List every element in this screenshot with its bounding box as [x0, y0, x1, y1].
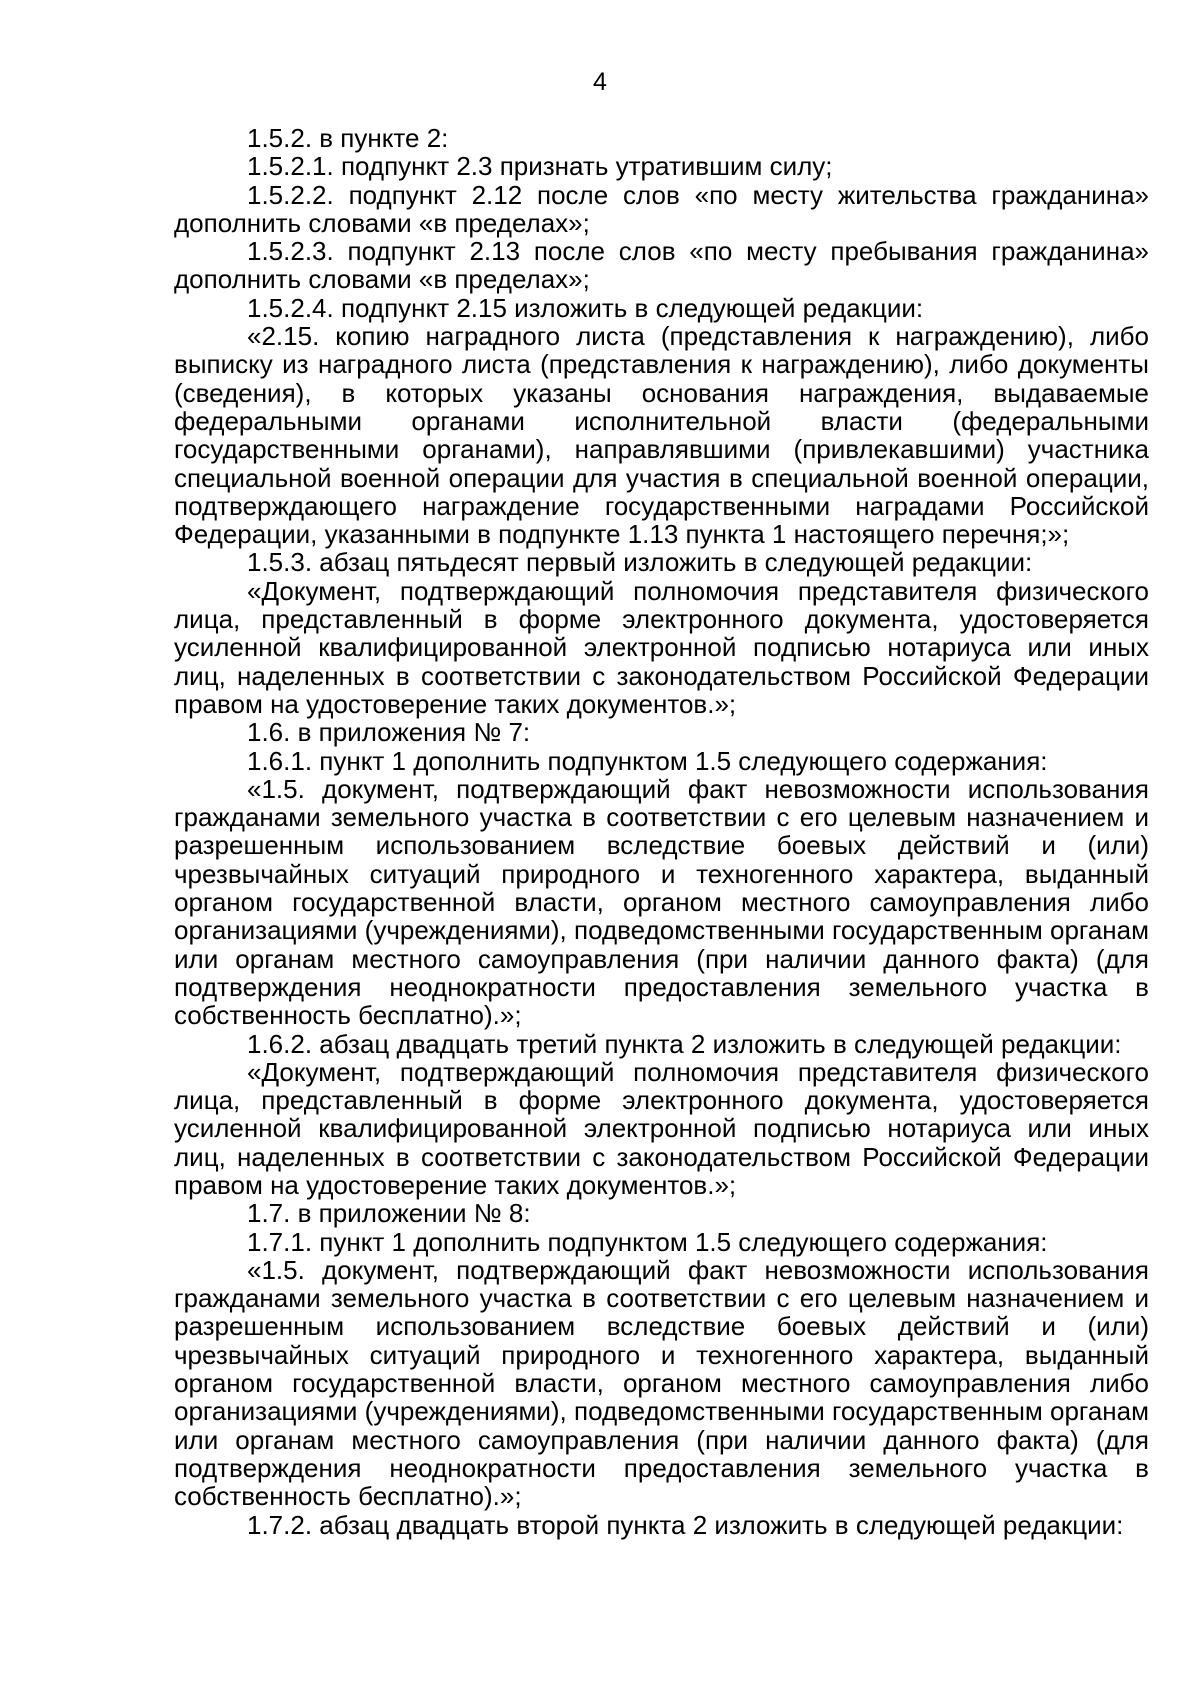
- paragraph-1-6-2: 1.6.2. абзац двадцать третий пункта 2 изложить в следующей редакции:: [247, 1028, 1122, 1059]
- page-number: 4: [593, 68, 607, 96]
- document-body: [174, 124, 1149, 1539]
- paragraph-1-5-2: 1.5.2. в пункте 2:: [247, 123, 449, 153]
- paragraph-quote-representative-1: «Документ, подтверждающий полномочия представителя физического лица, представленный в форме электронного документа, удостоверяется усиленной квалифицированной электронной подписью нотариуса или иных лиц, наделенных в соответствии с законодательством Российской Федерации правом на удостоверение таких документов.»;: [174, 575, 1149, 719]
- paragraph-1-6-1: 1.6.1. пункт 1 дополнить подпунктом 1.5 следующего содержания:: [247, 745, 1048, 776]
- paragraph-quote-1-5-a: «1.5. документ, подтверждающий факт невозможности использования гражданами земельного участка в соответствии с его целевым назначением и разрешенным использованием вследствие боевых действий и (или) чрезвычайных ситуаций природного и техногенного характера, выданный органом государственной власти, органом местного самоуправления либо организациями (учреждениями), подведомственными государственным органам или органам местного самоуправления (при наличии данного факта) (для подтверждения неоднократности предоставления земельного участка в собственность бесплатно).»;: [174, 773, 1149, 1031]
- paragraph-1-7: 1.7. в приложении № 8:: [247, 1198, 531, 1229]
- paragraph-quote-representative-2: «Документ, подтверждающий полномочия представителя физического лица, представленный в форме электронного документа, удостоверяется усиленной квалифицированной электронной подписью нотариуса или иных лиц, наделенных в соответствии с законодательством Российской Федерации правом на удостоверение таких документов.»;: [174, 1056, 1149, 1200]
- paragraph-1-5-2-2: 1.5.2.2. подпункт 2.12 после слов «по месту жительства гражданина» дополнить словами «в пределах»;: [174, 179, 1149, 238]
- paragraph-1-6: 1.6. в приложения № 7:: [247, 717, 531, 748]
- paragraph-quote-1-5-b: «1.5. документ, подтверждающий факт невозможности использования гражданами земельного участка в соответствии с его целевым назначением и разрешенным использованием вследствие боевых действий и (или) чрезвычайных ситуаций природного и техногенного характера, выданный органом государственной власти, органом местного самоуправления либо организациями (учреждениями), подведомственными государственным органам или органам местного самоуправления (при наличии данного факта) (для подтверждения неоднократности предоставления земельного участка в собственность бесплатно).»;: [174, 1254, 1149, 1512]
- paragraph-1-5-2-4: 1.5.2.4. подпункт 2.15 изложить в следующей редакции:: [247, 292, 924, 323]
- paragraph-1-7-1: 1.7.1. пункт 1 дополнить подпунктом 1.5 следующего содержания:: [247, 1226, 1048, 1257]
- paragraph-1-7-2: 1.7.2. абзац двадцать второй пункта 2 изложить в следующей редакции:: [247, 1509, 1124, 1540]
- paragraph-1-5-3: 1.5.3. абзац пятьдесят первый изложить в следующей редакции:: [247, 547, 1033, 578]
- paragraph-1-5-2-1: 1.5.2.1. подпункт 2.3 признать утратившим силу;: [247, 151, 833, 182]
- paragraph-quote-2-15: «2.15. копию наградного листа (представления к награждению), либо выписку из наградного листа (представления к награждению), либо документы (сведения), в которых указаны основания награждения, выдаваемые федеральными органами исполнительной власти (федеральными государственными органами), направлявшими (привлекавшими) участника специальной военной операции для участия в специальной военной операции, подтверждающего награждение государственными наградами Российской Федерации, указанными в подпункте 1.13 пункта 1 настоящего перечня;»;: [174, 321, 1149, 550]
- paragraph-1-5-2-3: 1.5.2.3. подпункт 2.13 после слов «по месту пребывания гражданина» дополнить словами «в пределах»;: [174, 236, 1149, 295]
